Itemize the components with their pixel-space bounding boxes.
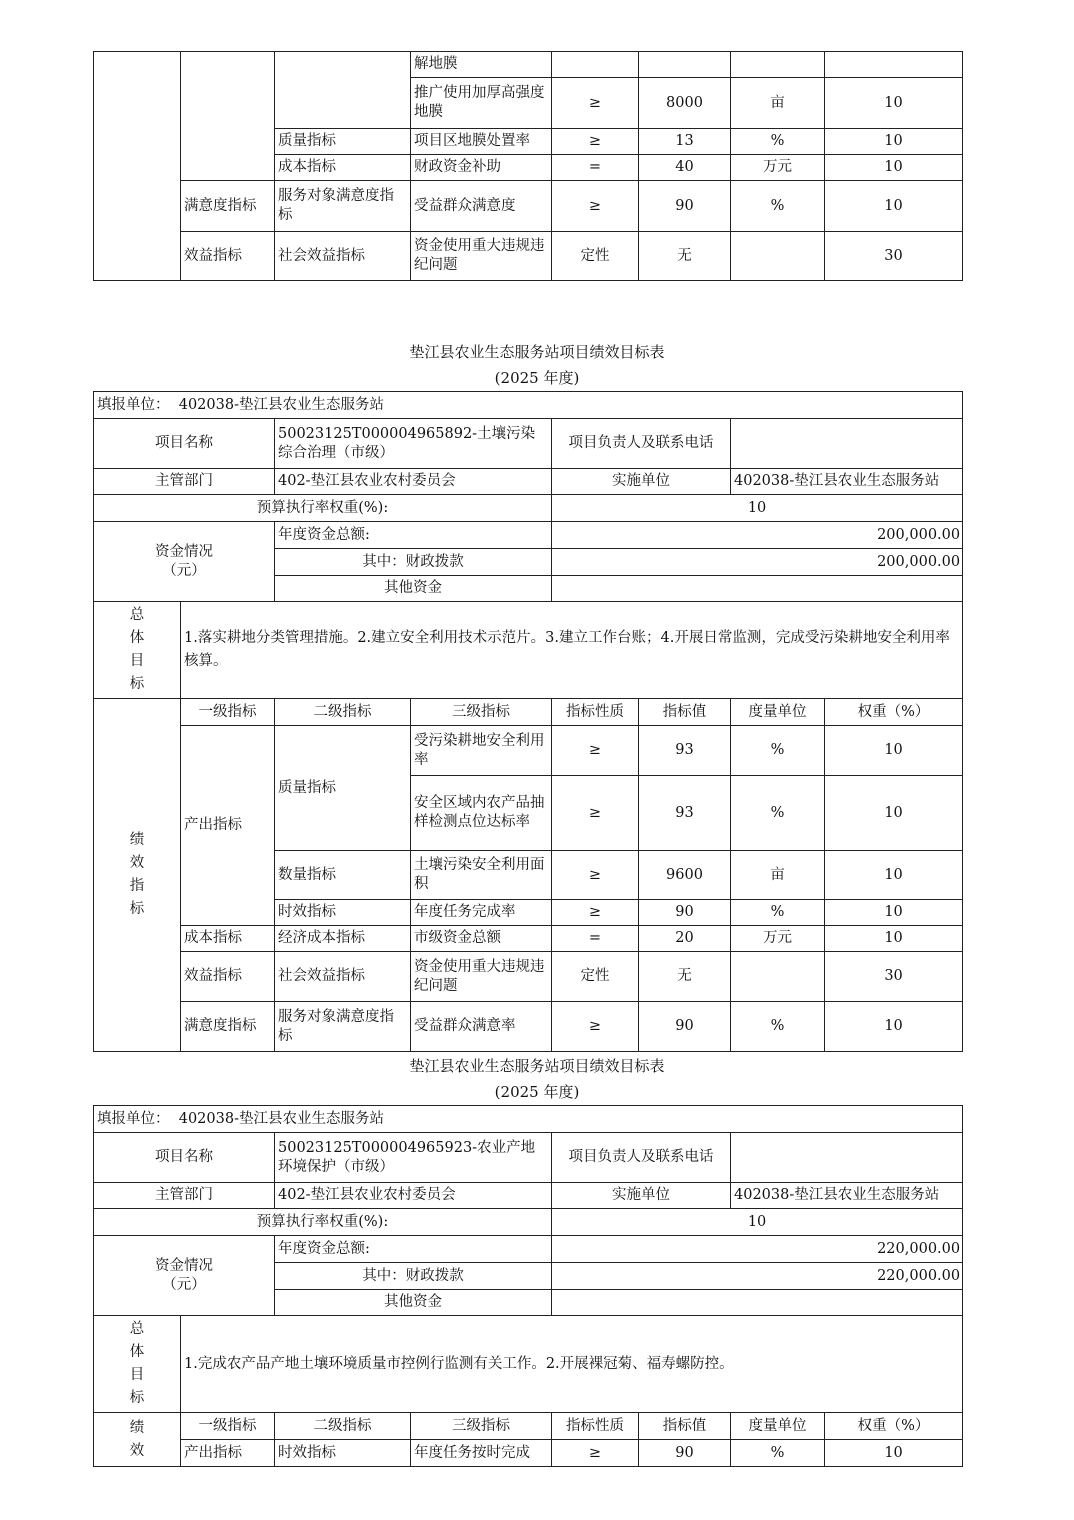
header-value: 指标值 [639,1413,731,1440]
continued-indicator-table [93,51,962,281]
impl-unit-label: 实施单位 [552,1183,731,1209]
impl-unit-value: 402038-垫江县农业生态服务站 [731,1183,963,1209]
indicator-nature: ≥ [552,900,639,926]
tier2-indicator: 服务对象满意度指标 [275,181,411,232]
tier3-indicator: 年度任务按时完成 [411,1440,552,1467]
performance-target-table [93,1105,962,1467]
tier1-indicator: 效益指标 [181,952,275,1002]
indicator-weight: 10 [825,776,963,851]
indicator-value: 40 [639,155,731,181]
header-nature: 指标性质 [552,1413,639,1440]
tier3-indicator: 安全区域内农产品抽样检测点位达标率 [411,776,552,851]
indicator-value: 90 [639,181,731,232]
leader-value [731,1133,963,1183]
filler-label: 填报单位： [97,1110,170,1127]
indicator-value: 93 [639,776,731,851]
budget-rate-value: 10 [552,1209,963,1236]
perf-indicator-label: 绩效指标 [94,699,181,1052]
dept-label: 主管部门 [94,1183,275,1209]
blank-cell [94,52,181,281]
header-tier3: 三级指标 [411,699,552,726]
indicator-unit: 万元 [731,926,825,952]
other-funds-label: 其他资金 [275,576,552,602]
other-funds-label: 其他资金 [275,1290,552,1316]
header-value: 指标值 [639,699,731,726]
indicator-weight: 10 [825,155,963,181]
indicator-weight: 30 [825,952,963,1002]
project-name-label: 项目名称 [94,1133,275,1183]
indicator-weight: 10 [825,1440,963,1467]
form-title: 垫江县农业生态服务站项目绩效目标表 [409,343,665,361]
annual-total-value: 220,000.00 [552,1236,963,1263]
indicator-unit: % [731,181,825,232]
project-name-value: 50023125T000004965892-土壤污染综合治理（市级） [275,419,552,469]
indicator-weight: 10 [825,1002,963,1052]
tier1-indicator: 产出指标 [181,1440,275,1467]
leader-label: 项目负责人及联系电话 [552,1133,731,1183]
indicator-nature: ≥ [552,776,639,851]
indicator-unit: 万元 [731,155,825,181]
indicator-unit: % [731,726,825,776]
tier2-indicator: 时效指标 [275,1440,411,1467]
header-tier3: 三级指标 [411,1413,552,1440]
header-tier1: 一级指标 [181,699,275,726]
annual-total-label: 年度资金总额: [275,522,552,549]
tier3-indicator: 受污染耕地安全利用率 [411,726,552,776]
indicator-unit: % [731,1440,825,1467]
dept-label: 主管部门 [94,469,275,495]
indicator-weight: 10 [825,851,963,900]
indicator-unit [731,232,825,281]
tier2-indicator: 服务对象满意度指标 [275,1002,411,1052]
indicator-unit [731,52,825,78]
header-tier2: 二级指标 [275,1413,411,1440]
indicator-weight: 10 [825,181,963,232]
indicator-value: 8000 [639,78,731,129]
project-name-value: 50023125T000004965923-农业产地环境保护（市级） [275,1133,552,1183]
indicator-value: 20 [639,926,731,952]
fiscal-label: 其中：财政拨款 [275,549,552,576]
header-weight: 权重（%） [825,699,963,726]
overall-goal-label: 总体目标 [94,602,181,699]
header-tier1: 一级指标 [181,1413,275,1440]
tier1-indicator: 满意度指标 [181,181,275,232]
header-unit: 度量单位 [731,699,825,726]
indicator-nature: ≥ [552,78,639,129]
indicator-nature: = [552,926,639,952]
annual-total-label: 年度资金总额: [275,1236,552,1263]
tier1-indicator: 成本指标 [181,926,275,952]
tier2-indicator: 数量指标 [275,851,411,900]
filler-label: 填报单位： [97,396,170,413]
tier2-indicator: 社会效益指标 [275,952,411,1002]
dept-value: 402-垫江县农业农村委员会 [275,1183,552,1209]
filler-unit-row [94,392,963,419]
header-unit: 度量单位 [731,1413,825,1440]
indicator-weight: 10 [825,726,963,776]
indicator-value: 90 [639,1002,731,1052]
overall-goal-label: 总体目标 [94,1316,181,1413]
indicator-unit: % [731,129,825,155]
tier3-indicator: 资金使用重大违规违纪问题 [411,232,552,281]
indicator-nature [552,52,639,78]
tier2-indicator: 时效指标 [275,900,411,926]
indicator-weight: 30 [825,232,963,281]
form-title: 垫江县农业生态服务站项目绩效目标表 [409,1057,665,1075]
tier1-indicator: 满意度指标 [181,1002,275,1052]
form-year: (2025 年度) [494,369,580,387]
indicator-nature: ≥ [552,181,639,232]
indicator-unit [731,952,825,1002]
indicator-nature: ≥ [552,1002,639,1052]
indicator-weight: 10 [825,129,963,155]
indicator-value: 13 [639,129,731,155]
tier2-indicator: 成本指标 [275,155,411,181]
tier3-indicator: 推广使用加厚高强度地膜 [411,78,552,129]
blank-cell [181,52,275,181]
indicator-weight: 10 [825,78,963,129]
other-funds-value [552,1290,963,1316]
fiscal-value: 200,000.00 [552,549,963,576]
indicator-nature: 定性 [552,952,639,1002]
tier3-indicator: 土壤污染安全利用面积 [411,851,552,900]
indicator-value: 9600 [639,851,731,900]
other-funds-value [552,576,963,602]
indicator-value: 无 [639,952,731,1002]
indicator-value: 无 [639,232,731,281]
indicator-unit: % [731,776,825,851]
indicator-value: 93 [639,726,731,776]
header-tier2: 二级指标 [275,699,411,726]
leader-label: 项目负责人及联系电话 [552,419,731,469]
fiscal-label: 其中：财政拨款 [275,1263,552,1290]
tier3-indicator: 受益群众满意率 [411,1002,552,1052]
tier3-indicator: 资金使用重大违规违纪问题 [411,952,552,1002]
indicator-weight [825,52,963,78]
tier3-indicator: 项目区地膜处置率 [411,129,552,155]
impl-unit-value: 402038-垫江县农业生态服务站 [731,469,963,495]
tier3-indicator: 年度任务完成率 [411,900,552,926]
tier2-indicator: 社会效益指标 [275,232,411,281]
indicator-unit: 亩 [731,78,825,129]
leader-value [731,419,963,469]
indicator-nature: ≥ [552,1440,639,1467]
indicator-nature: ≥ [552,129,639,155]
tier2-indicator: 经济成本指标 [275,926,411,952]
overall-goal-text: 1.落实耕地分类管理措施。2.建立安全利用技术示范片。3.建立工作台账；4.开展日常监测，完成受污染耕地安全利用率核算。 [181,602,963,699]
indicator-nature: ≥ [552,726,639,776]
tier3-indicator: 受益群众满意度 [411,181,552,232]
indicator-nature: = [552,155,639,181]
tier2-indicator: 质量指标 [275,726,411,851]
tier2-indicator: 质量指标 [275,129,411,155]
dept-value: 402-垫江县农业农村委员会 [275,469,552,495]
indicator-nature: ≥ [552,851,639,900]
budget-rate-label: 预算执行率权重(%): [94,495,552,522]
filler-value: 402038-垫江县农业生态服务站 [178,396,384,413]
budget-rate-value: 10 [552,495,963,522]
overall-goal-text: 1.完成农产品产地土壤环境质量市控例行监测有关工作。2.开展裸冠菊、福寿螺防控。 [181,1316,963,1413]
tier3-indicator: 市级资金总额 [411,926,552,952]
filler-unit-row [94,1106,963,1133]
indicator-value: 90 [639,1440,731,1467]
blank-cell [275,52,411,129]
tier3-indicator: 解地膜 [411,52,552,78]
impl-unit-label: 实施单位 [552,469,731,495]
perf-indicator-label: 绩效 [94,1413,181,1467]
indicator-value: 90 [639,900,731,926]
header-weight: 权重（%） [825,1413,963,1440]
tier3-indicator: 财政资金补助 [411,155,552,181]
funds-label: 资金情况（元） [94,522,275,602]
indicator-unit: % [731,1002,825,1052]
form-year: (2025 年度) [494,1083,580,1101]
filler-value: 402038-垫江县农业生态服务站 [178,1110,384,1127]
indicator-nature: 定性 [552,232,639,281]
budget-rate-label: 预算执行率权重(%): [94,1209,552,1236]
funds-label: 资金情况（元） [94,1236,275,1316]
indicator-weight: 10 [825,900,963,926]
header-nature: 指标性质 [552,699,639,726]
fiscal-value: 220,000.00 [552,1263,963,1290]
indicator-value [639,52,731,78]
tier1-indicator: 效益指标 [181,232,275,281]
annual-total-value: 200,000.00 [552,522,963,549]
performance-target-table [93,391,962,1052]
indicator-weight: 10 [825,926,963,952]
indicator-unit: % [731,900,825,926]
tier1-indicator: 产出指标 [181,726,275,926]
indicator-unit: 亩 [731,851,825,900]
project-name-label: 项目名称 [94,419,275,469]
